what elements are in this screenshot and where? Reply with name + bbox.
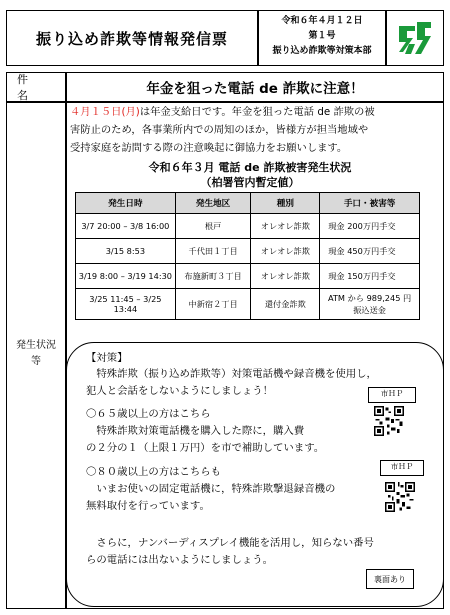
advice-line: さらに，ナンバーディスプレイ機能を活用し，知らない番号	[86, 537, 374, 549]
advice-heading: 【対策】	[86, 352, 128, 364]
table-row	[76, 289, 420, 320]
cell-type: オレオレ詐欺	[251, 264, 320, 289]
document-title: 振り込め詐欺等情報発信票	[6, 10, 258, 66]
advice-line: 無料取付を行っています。	[86, 500, 210, 512]
column-header: 種別	[251, 193, 320, 214]
table-title: 令和６年３月 電話 de 詐欺被害発生状況 （柏署管内暫定値）	[148, 161, 352, 189]
cell-type: オレオレ詐欺	[251, 214, 320, 239]
cell-datetime: 3/15 8:53	[76, 239, 176, 264]
cell-type: 還付金詐欺	[251, 289, 320, 320]
pension-date-highlight: ４月１５日(月)	[70, 106, 140, 118]
header-meta	[258, 10, 386, 66]
cell-area: 中新宿２丁目	[175, 289, 251, 320]
issuer-name: 振り込め詐欺等対策本部	[272, 46, 372, 56]
advice-line: 特殊詐欺対策電話機を購入した際に，購入費	[86, 425, 305, 437]
fraud-cases-table	[75, 192, 420, 320]
cell-damage: 現金 450万円手交	[320, 239, 420, 264]
cell-type: オレオレ詐欺	[251, 239, 320, 264]
qr-label: 市ＨＰ	[368, 387, 416, 403]
cell-damage: 現金 150万円手交	[320, 264, 420, 289]
subject-text: 年金を狙った電話 de 詐欺に注意！	[66, 72, 444, 102]
advice-line: 特殊詐欺（振り込め詐欺等）対策電話機や録音機を使用し，	[86, 368, 377, 380]
reverse-side-label: 裏面あり	[366, 569, 414, 589]
cell-area: 千代田１丁目	[175, 239, 251, 264]
cell-damage: ATM から 989,245 円 振込送金	[320, 289, 420, 320]
city-emblem-icon	[393, 16, 437, 60]
cell-datetime: 3/19 8:00 – 3/19 14:30	[76, 264, 176, 289]
qr-code-icon[interactable]	[385, 482, 415, 512]
issue-date: 令和６年４月１２日	[281, 16, 363, 26]
advice-line: の２分の１（上限１万円）を市で補助しています。	[86, 442, 325, 454]
cell-datetime: 3/25 11:45 – 3/25 13:44	[76, 289, 176, 320]
advice-line: いまお使いの固定電話機に，特殊詐欺撃退録音機の	[86, 483, 336, 495]
column-header: 発生日時	[76, 193, 176, 214]
advice-line: 〇８０歳以上の方はこちらも	[86, 466, 222, 478]
intro-paragraph: ４月１５日(月)は年金支給日です。年金を狙った電話 de 詐欺の被 害防止のため，各事業所内での周知のほか，皆様方が担当地域や 受持家庭を訪問する際の注意喚起に御協力をお願いします。	[70, 106, 375, 154]
advice-line: 犯人と会話をしないようにしましょう！	[86, 385, 274, 397]
cell-damage: 現金 200万円手交	[320, 214, 420, 239]
qr-label: 市ＨＰ	[380, 460, 424, 476]
column-header: 手口・被害等	[320, 193, 420, 214]
table-header-row	[76, 193, 420, 214]
qr-code-icon[interactable]	[374, 406, 404, 436]
table-row	[76, 264, 420, 289]
logo	[386, 10, 444, 66]
body-label: 発生状況 等	[16, 340, 56, 367]
advice-line: 〇６５歳以上の方はこちら	[86, 408, 211, 420]
cell-area: 布施新町３丁目	[175, 264, 251, 289]
subject-label: 件 名	[6, 72, 66, 102]
cell-area: 根戸	[175, 214, 251, 239]
column-header: 発生地区	[175, 193, 251, 214]
table-row	[76, 214, 420, 239]
advice-line: らの電話には出ないようにしましょう。	[86, 554, 274, 566]
table-row	[76, 239, 420, 264]
cell-datetime: 3/7 20:00 – 3/8 16:00	[76, 214, 176, 239]
issue-number: 第１号	[308, 31, 336, 41]
